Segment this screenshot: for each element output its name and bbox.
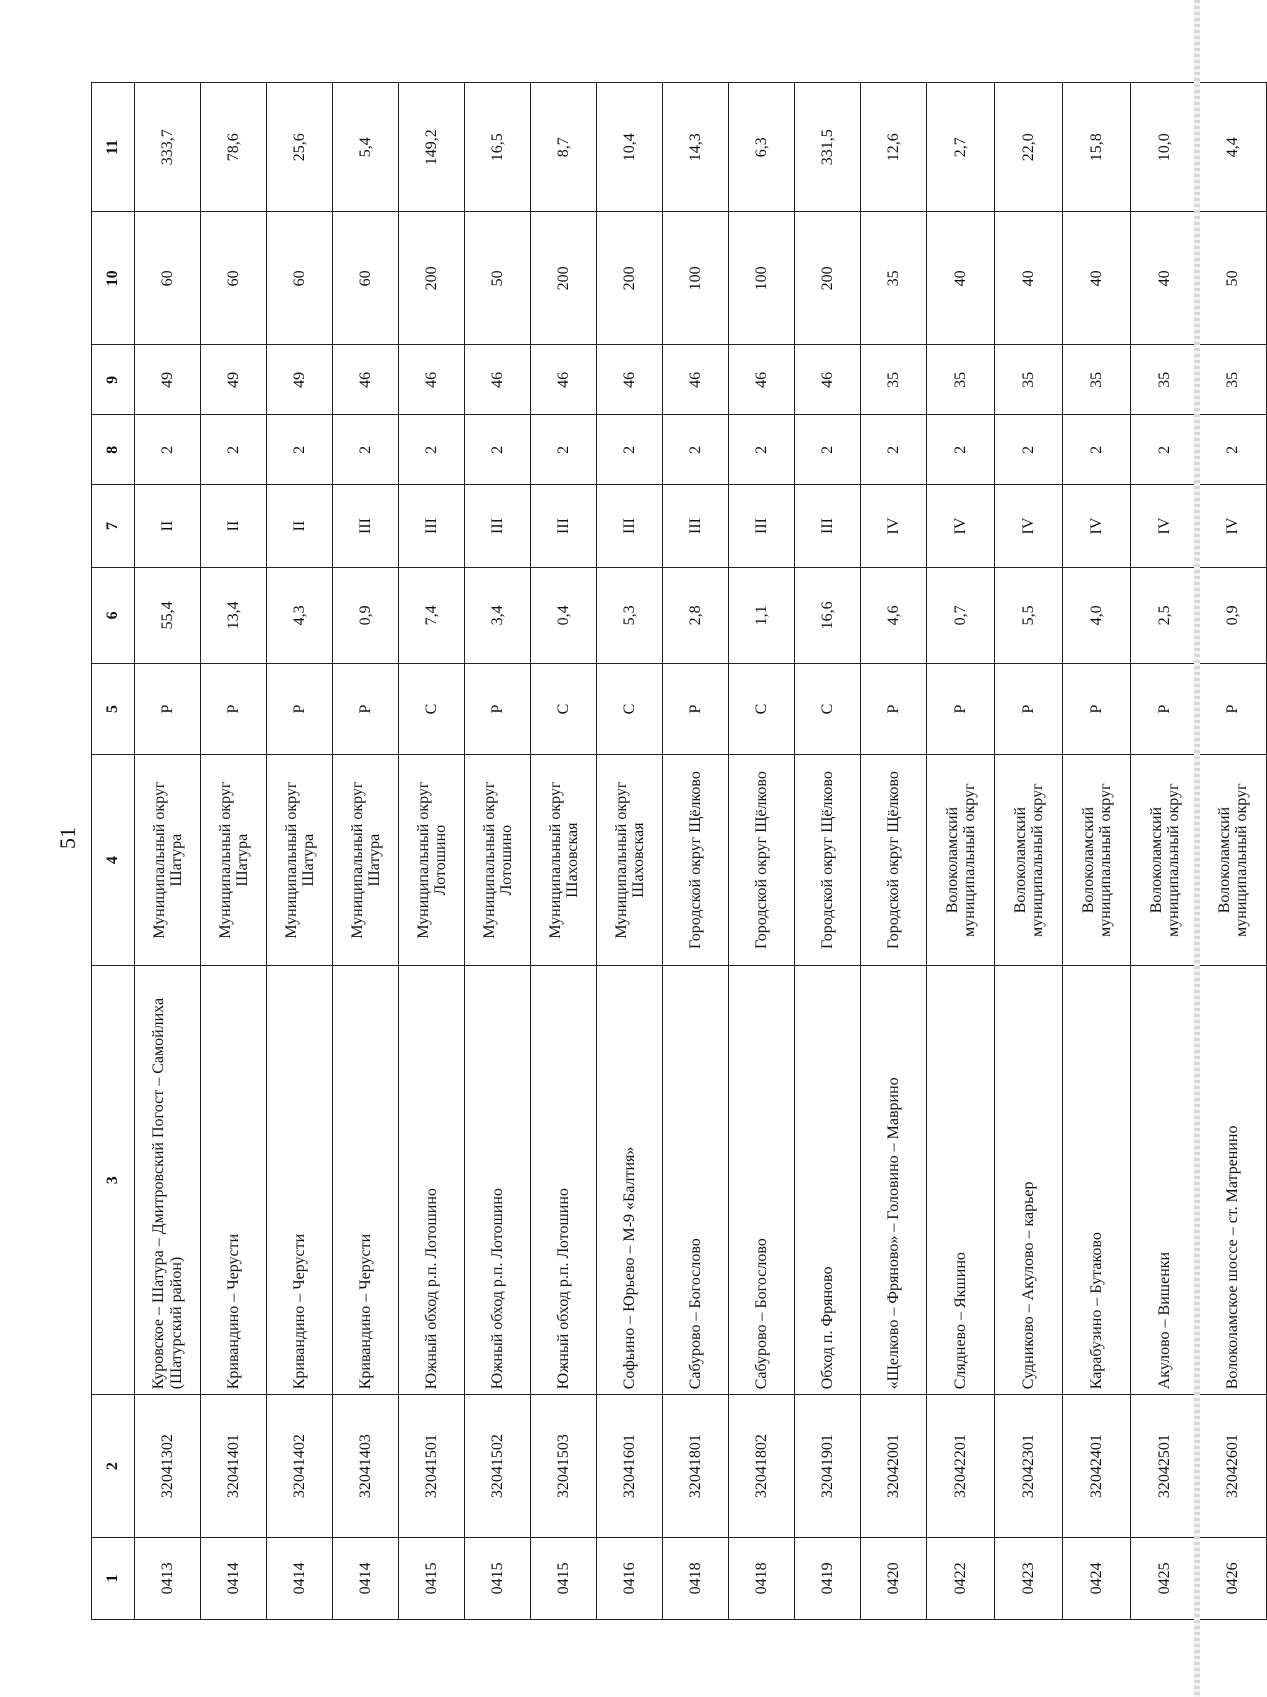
category-cell: III <box>663 485 729 567</box>
length-cell: 3,4 <box>465 567 531 664</box>
lanes-cell: 2 <box>1131 415 1199 485</box>
category-cell: IV <box>1199 485 1267 567</box>
category-cell: III <box>333 485 399 567</box>
class-cell: С <box>531 664 597 755</box>
header-cell: 4 <box>92 754 135 965</box>
road-id-cell: 32041302 <box>135 1395 201 1538</box>
road-id-cell: 32042201 <box>927 1395 995 1538</box>
value-cell: 60 <box>201 212 267 345</box>
class-cell: С <box>399 664 465 755</box>
class-cell: Р <box>1199 664 1267 755</box>
road-id-cell: 32041401 <box>201 1395 267 1538</box>
length-cell: 0,9 <box>333 567 399 664</box>
length-cell: 4,0 <box>1063 567 1131 664</box>
road-name-cell: Акулово – Вишенки <box>1131 966 1199 1395</box>
row-number-cell: 0413 <box>135 1537 201 1619</box>
category-cell: III <box>795 485 861 567</box>
road-name-cell: Карабузино – Бутаково <box>1063 966 1131 1395</box>
district-cell: Городской округ Щёлково <box>729 754 795 965</box>
total-cell: 15,8 <box>1063 83 1131 212</box>
lanes-cell: 2 <box>729 415 795 485</box>
capacity-cell: 46 <box>531 345 597 415</box>
district-cell: Городской округ Щёлково <box>861 754 927 965</box>
length-cell: 1,1 <box>729 567 795 664</box>
value-cell: 200 <box>795 212 861 345</box>
capacity-cell: 49 <box>267 345 333 415</box>
class-cell: С <box>795 664 861 755</box>
length-cell: 0,4 <box>531 567 597 664</box>
value-cell: 200 <box>399 212 465 345</box>
capacity-cell: 46 <box>333 345 399 415</box>
lanes-cell: 2 <box>267 415 333 485</box>
row-number-cell: 0423 <box>995 1537 1063 1619</box>
capacity-cell: 35 <box>1131 345 1199 415</box>
lanes-cell: 2 <box>135 415 201 485</box>
value-cell: 200 <box>597 212 663 345</box>
table-row <box>465 83 531 1620</box>
header-cell: 1 <box>92 1537 135 1619</box>
class-cell: Р <box>1063 664 1131 755</box>
capacity-cell: 46 <box>795 345 861 415</box>
class-cell: Р <box>201 664 267 755</box>
category-cell: IV <box>861 485 927 567</box>
scan-edge <box>1194 0 1200 1697</box>
capacity-cell: 35 <box>995 345 1063 415</box>
road-name-cell: Волоколамское шоссе – ст. Матренино <box>1199 966 1267 1395</box>
value-cell: 40 <box>995 212 1063 345</box>
value-cell: 50 <box>465 212 531 345</box>
category-cell: IV <box>927 485 995 567</box>
table-body <box>135 83 1267 1620</box>
total-cell: 78,6 <box>201 83 267 212</box>
total-cell: 22,0 <box>995 83 1063 212</box>
roads-table <box>91 82 1267 1620</box>
row-number-cell: 0418 <box>663 1537 729 1619</box>
district-cell: Муниципальный округ Лотошино <box>465 754 531 965</box>
lanes-cell: 2 <box>795 415 861 485</box>
length-cell: 5,3 <box>597 567 663 664</box>
road-id-cell: 32041901 <box>795 1395 861 1538</box>
class-cell: Р <box>135 664 201 755</box>
value-cell: 35 <box>861 212 927 345</box>
road-name-cell: Софьино – Юрьево – М-9 «Балтия» <box>597 966 663 1395</box>
total-cell: 10,0 <box>1131 83 1199 212</box>
road-id-cell: 32041403 <box>333 1395 399 1538</box>
total-cell: 333,7 <box>135 83 201 212</box>
road-id-cell: 32041801 <box>663 1395 729 1538</box>
length-cell: 4,6 <box>861 567 927 664</box>
capacity-cell: 35 <box>1063 345 1131 415</box>
category-cell: IV <box>1131 485 1199 567</box>
lanes-cell: 2 <box>861 415 927 485</box>
total-cell: 4,4 <box>1199 83 1267 212</box>
row-number-cell: 0416 <box>597 1537 663 1619</box>
district-cell: Муниципальный округ Шаховская <box>597 754 663 965</box>
lanes-cell: 2 <box>995 415 1063 485</box>
road-name-cell: Южный обход р.п. Лотошино <box>531 966 597 1395</box>
total-cell: 6,3 <box>729 83 795 212</box>
capacity-cell: 46 <box>399 345 465 415</box>
capacity-cell: 35 <box>1199 345 1267 415</box>
row-number-cell: 0419 <box>795 1537 861 1619</box>
capacity-cell: 49 <box>201 345 267 415</box>
category-cell: IV <box>995 485 1063 567</box>
header-cell: 8 <box>92 415 135 485</box>
capacity-cell: 46 <box>465 345 531 415</box>
total-cell: 5,4 <box>333 83 399 212</box>
value-cell: 40 <box>927 212 995 345</box>
class-cell: Р <box>995 664 1063 755</box>
length-cell: 5,5 <box>995 567 1063 664</box>
value-cell: 40 <box>1063 212 1131 345</box>
header-cell: 10 <box>92 212 135 345</box>
total-cell: 14,3 <box>663 83 729 212</box>
road-name-cell: Куровское – Шатура – Дмитровский Погост – Самойлиха (Шатурский район) <box>135 966 201 1395</box>
lanes-cell: 2 <box>597 415 663 485</box>
row-number-cell: 0415 <box>465 1537 531 1619</box>
road-name-cell: Кривандино – Черусти <box>333 966 399 1395</box>
lanes-cell: 2 <box>1199 415 1267 485</box>
value-cell: 60 <box>333 212 399 345</box>
total-cell: 25,6 <box>267 83 333 212</box>
road-name-cell: Южный обход р.п. Лотошино <box>465 966 531 1395</box>
row-number-cell: 0414 <box>267 1537 333 1619</box>
lanes-cell: 2 <box>399 415 465 485</box>
total-cell: 8,7 <box>531 83 597 212</box>
value-cell: 60 <box>267 212 333 345</box>
district-cell: Городской округ Щёлково <box>795 754 861 965</box>
road-id-cell: 32042501 <box>1131 1395 1199 1538</box>
value-cell: 100 <box>729 212 795 345</box>
header-cell: 9 <box>92 345 135 415</box>
road-id-cell: 32042001 <box>861 1395 927 1538</box>
category-cell: III <box>465 485 531 567</box>
district-cell: Волоколамский муниципальный округ <box>995 754 1063 965</box>
class-cell: Р <box>861 664 927 755</box>
lanes-cell: 2 <box>1063 415 1131 485</box>
district-cell: Волоколамский муниципальный округ <box>1131 754 1199 965</box>
district-cell: Муниципальный округ Лотошино <box>399 754 465 965</box>
class-cell: Р <box>465 664 531 755</box>
length-cell: 0,7 <box>927 567 995 664</box>
table-row <box>795 83 861 1620</box>
table-row <box>531 83 597 1620</box>
class-cell: Р <box>927 664 995 755</box>
district-cell: Муниципальный округ Шаховская <box>531 754 597 965</box>
value-cell: 50 <box>1199 212 1267 345</box>
category-cell: II <box>135 485 201 567</box>
road-name-cell: Кривандино – Черусти <box>201 966 267 1395</box>
road-name-cell: Сабурово – Богослово <box>663 966 729 1395</box>
length-cell: 7,4 <box>399 567 465 664</box>
road-name-cell: «Щелково – Фряново» – Головино – Маврино <box>861 966 927 1395</box>
road-id-cell: 32042301 <box>995 1395 1063 1538</box>
table-row <box>1199 83 1267 1620</box>
value-cell: 60 <box>135 212 201 345</box>
value-cell: 40 <box>1131 212 1199 345</box>
district-cell: Волоколамский муниципальный округ <box>1063 754 1131 965</box>
row-number-cell: 0418 <box>729 1537 795 1619</box>
capacity-cell: 46 <box>663 345 729 415</box>
capacity-cell: 49 <box>135 345 201 415</box>
table-row <box>729 83 795 1620</box>
length-cell: 2,5 <box>1131 567 1199 664</box>
capacity-cell: 35 <box>927 345 995 415</box>
row-number-cell: 0414 <box>333 1537 399 1619</box>
road-name-cell: Кривандино – Черусти <box>267 966 333 1395</box>
lanes-cell: 2 <box>201 415 267 485</box>
category-cell: III <box>531 485 597 567</box>
lanes-cell: 2 <box>333 415 399 485</box>
class-cell: Р <box>333 664 399 755</box>
table-row <box>1131 83 1199 1620</box>
district-cell: Муниципальный округ Шатура <box>201 754 267 965</box>
total-cell: 2,7 <box>927 83 995 212</box>
lanes-cell: 2 <box>531 415 597 485</box>
class-cell: С <box>729 664 795 755</box>
road-name-cell: Сабурово – Богослово <box>729 966 795 1395</box>
table-row <box>995 83 1063 1620</box>
district-cell: Муниципальный округ Шатура <box>135 754 201 965</box>
row-number-cell: 0426 <box>1199 1537 1267 1619</box>
table-row <box>135 83 201 1620</box>
district-cell: Муниципальный округ Шатура <box>333 754 399 965</box>
district-cell: Волоколамский муниципальный округ <box>927 754 995 965</box>
district-cell: Городской округ Щёлково <box>663 754 729 965</box>
road-id-cell: 32041402 <box>267 1395 333 1538</box>
road-id-cell: 32041601 <box>597 1395 663 1538</box>
length-cell: 2,8 <box>663 567 729 664</box>
header-cell: 2 <box>92 1395 135 1538</box>
lanes-cell: 2 <box>927 415 995 485</box>
header-cell: 5 <box>92 664 135 755</box>
table-container <box>91 82 1250 1620</box>
table-row <box>267 83 333 1620</box>
header-cell: 6 <box>92 567 135 664</box>
header-cell: 7 <box>92 485 135 567</box>
road-id-cell: 32041502 <box>465 1395 531 1538</box>
road-id-cell: 32042601 <box>1199 1395 1267 1538</box>
header-row <box>92 83 135 1620</box>
total-cell: 10,4 <box>597 83 663 212</box>
table-row <box>399 83 465 1620</box>
capacity-cell: 35 <box>861 345 927 415</box>
table-row <box>861 83 927 1620</box>
total-cell: 149,2 <box>399 83 465 212</box>
road-name-cell: Обход п. Фряново <box>795 966 861 1395</box>
row-number-cell: 0415 <box>531 1537 597 1619</box>
row-number-cell: 0414 <box>201 1537 267 1619</box>
total-cell: 331,5 <box>795 83 861 212</box>
capacity-cell: 46 <box>597 345 663 415</box>
category-cell: II <box>201 485 267 567</box>
capacity-cell: 46 <box>729 345 795 415</box>
road-id-cell: 32041802 <box>729 1395 795 1538</box>
road-id-cell: 32042401 <box>1063 1395 1131 1538</box>
value-cell: 200 <box>531 212 597 345</box>
length-cell: 13,4 <box>201 567 267 664</box>
row-number-cell: 0415 <box>399 1537 465 1619</box>
table-row <box>333 83 399 1620</box>
category-cell: III <box>399 485 465 567</box>
row-number-cell: 0425 <box>1131 1537 1199 1619</box>
class-cell: С <box>597 664 663 755</box>
header-cell: 3 <box>92 966 135 1395</box>
length-cell: 4,3 <box>267 567 333 664</box>
row-number-cell: 0424 <box>1063 1537 1131 1619</box>
length-cell: 55,4 <box>135 567 201 664</box>
lanes-cell: 2 <box>663 415 729 485</box>
class-cell: Р <box>663 664 729 755</box>
road-name-cell: Сляднево – Якшино <box>927 966 995 1395</box>
category-cell: II <box>267 485 333 567</box>
road-name-cell: Судниково – Акулово – карьер <box>995 966 1063 1395</box>
class-cell: Р <box>1131 664 1199 755</box>
row-number-cell: 0420 <box>861 1537 927 1619</box>
road-id-cell: 32041501 <box>399 1395 465 1538</box>
table-row <box>927 83 995 1620</box>
table-row <box>597 83 663 1620</box>
header-cell: 11 <box>92 83 135 212</box>
value-cell: 100 <box>663 212 729 345</box>
category-cell: III <box>597 485 663 567</box>
table-row <box>663 83 729 1620</box>
table-row <box>201 83 267 1620</box>
page-number: 51 <box>55 827 80 849</box>
road-id-cell: 32041503 <box>531 1395 597 1538</box>
category-cell: III <box>729 485 795 567</box>
total-cell: 16,5 <box>465 83 531 212</box>
district-cell: Волоколамский муниципальный округ <box>1199 754 1267 965</box>
row-number-cell: 0422 <box>927 1537 995 1619</box>
lanes-cell: 2 <box>465 415 531 485</box>
length-cell: 16,6 <box>795 567 861 664</box>
length-cell: 0,9 <box>1199 567 1267 664</box>
table-row <box>1063 83 1131 1620</box>
road-name-cell: Южный обход р.п. Лотошино <box>399 966 465 1395</box>
class-cell: Р <box>267 664 333 755</box>
category-cell: IV <box>1063 485 1131 567</box>
total-cell: 12,6 <box>861 83 927 212</box>
district-cell: Муниципальный округ Шатура <box>267 754 333 965</box>
